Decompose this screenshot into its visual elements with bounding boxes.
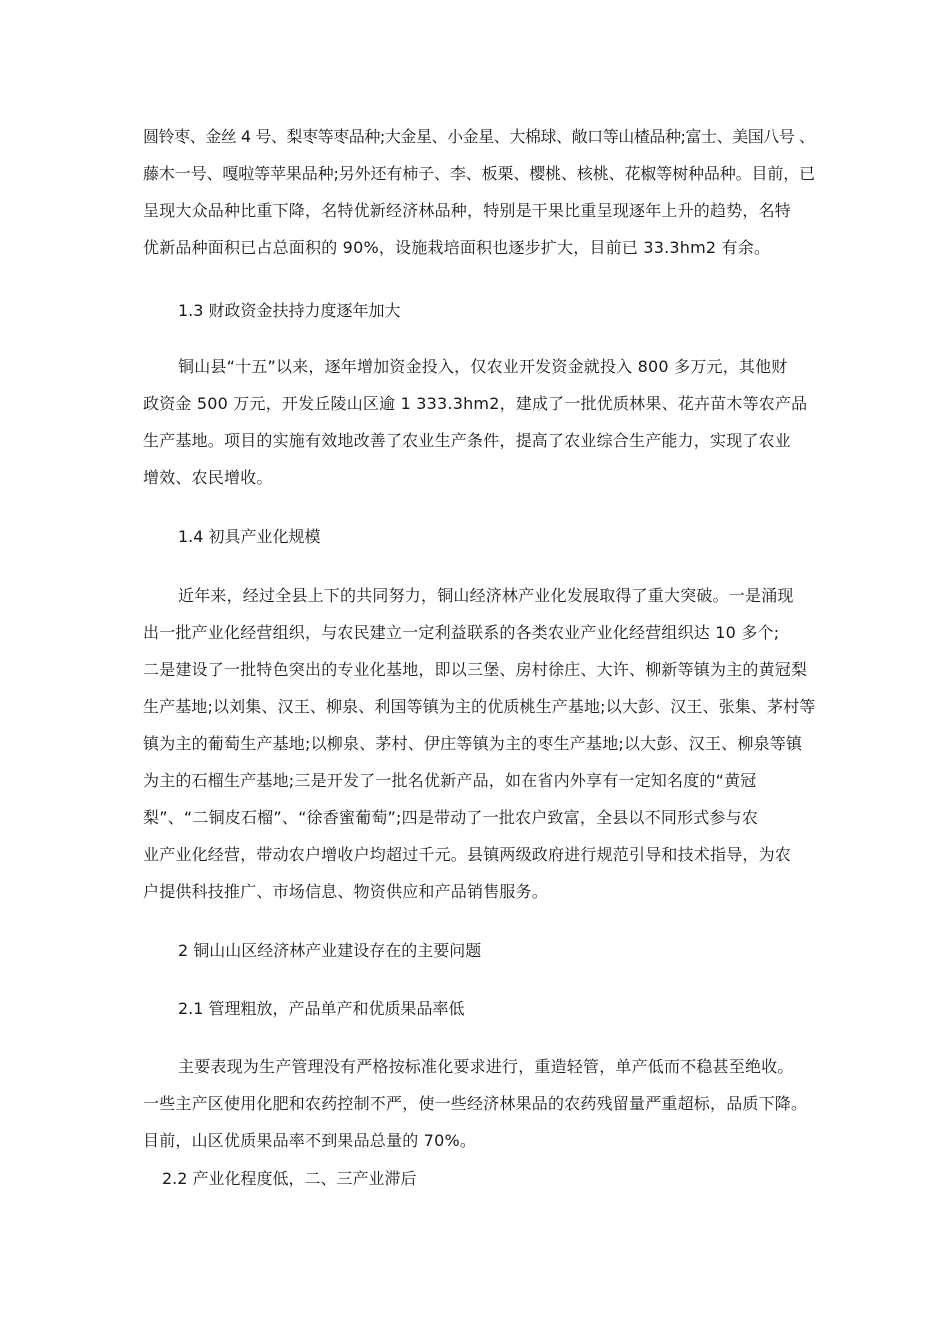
text-line: 增效、农民增收。 [143, 468, 273, 487]
paragraph-fruit-varieties [143, 118, 815, 266]
text-line: 一些主产区使用化肥和农药控制不严，使一些经济林果品的农药残留量严重超标，品质下降。 [143, 1094, 808, 1113]
text-line: 生产基地。项目的实施有效地改善了农业生产条件，提高了农业综合生产能力，实现了农业 [143, 431, 792, 450]
text-line: 业产业化经营，带动农户增收户均超过千元。县镇两级政府进行规范引导和技术指导，为农 [143, 845, 792, 864]
text-line: 圆铃枣、金丝 4 号、梨枣等枣品种;大金星、小金星、大棉球、敞口等山楂品种;富士、美国八号 、 [143, 127, 815, 146]
heading-1-4: 1.4 初具产业化规模 [178, 527, 321, 546]
text-line: 生产基地;以刘集、汉王、柳泉、利国等镇为主的优质桃生产基地;以大彭、汉王、张集、茅村等 [143, 697, 816, 716]
paragraph-management-issues [143, 1048, 815, 1159]
text-line: 藤木一号、嘎啦等苹果品种;另外还有柿子、李、板栗、樱桃、核桃、花椒等树种品种。目前，已 [143, 164, 815, 183]
text-line: 梨”、“二铜皮石榴”、“徐香蜜葡萄”;四是带动了一批农户致富，全县以不同形式参与农 [143, 808, 759, 827]
text-line: 呈现大众品种比重下降，名特优新经济林品种，特别是干果比重呈现逐年上升的趋势，名特 [143, 201, 792, 220]
heading-1-3: 1.3 财政资金扶持力度逐年加大 [178, 301, 401, 320]
text-line: 为主的石榴生产基地;三是开发了一批名优新产品，如在省内外享有一定知名度的“黄冠 [143, 771, 757, 790]
text-line: 户提供科技推广、市场信息、物资供应和产品销售服务。 [143, 882, 549, 901]
heading-2: 2 铜山山区经济林产业建设存在的主要问题 [178, 941, 482, 960]
text-line: 镇为主的葡萄生产基地;以柳泉、茅村、伊庄等镇为主的枣生产基地;以大彭、汉王、柳泉等镇 [143, 734, 803, 753]
paragraph-industrialization [143, 577, 815, 910]
text-line: 优新品种面积已占总面积的 90%，设施栽培面积也逐步扩大，目前已 33.3hm2 有余。 [143, 238, 771, 257]
text-line: 政资金 500 万元，开发丘陵山区逾 1 333.3hm2，建成了一批优质林果、花卉苗木等农产品 [143, 394, 808, 413]
text-line: 主要表现为生产管理没有严格按标准化要求进行，重造轻管，单产低而不稳甚至绝收。 [178, 1057, 794, 1076]
heading-2-1: 2.1 管理粗放，产品单产和优质果品率低 [178, 999, 465, 1018]
text-line: 铜山县“十五”以来，逐年增加资金投入，仅农业开发资金就投入 800 多万元，其他财 [178, 357, 788, 376]
text-line: 出一批产业化经营组织，与农民建立一定利益联系的各类农业产业化经营组织达 10 多个; [143, 623, 780, 642]
heading-2-2: 2.2 产业化程度低，二、三产业滞后 [162, 1169, 417, 1188]
paragraph-funding [143, 348, 815, 496]
text-line: 目前，山区优质果品率不到果品总量的 70%。 [143, 1131, 477, 1150]
text-line: 二是建设了一批特色突出的专业化基地，即以三堡、房村徐庄、大许、柳新等镇为主的黄冠梨 [143, 660, 808, 679]
text-line: 近年来，经过全县上下的共同努力，铜山经济林产业化发展取得了重大突破。一是涌现 [178, 586, 794, 605]
